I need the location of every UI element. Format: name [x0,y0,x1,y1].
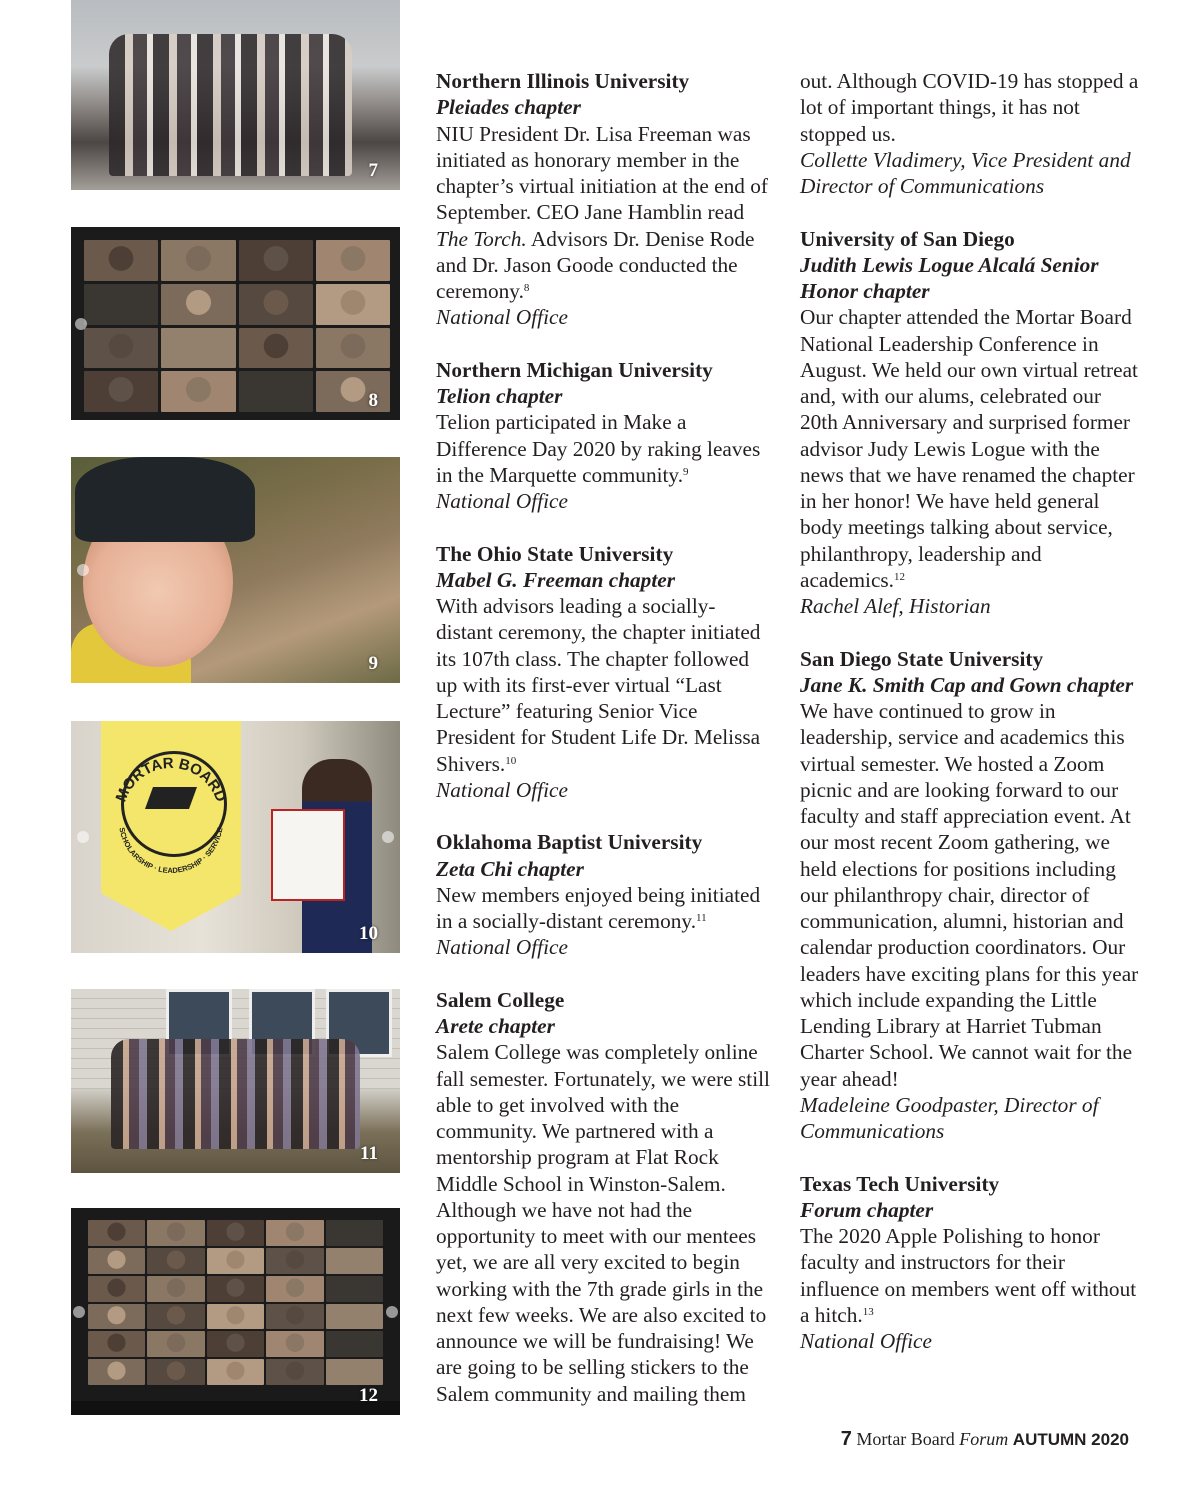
participant-tile [84,328,158,369]
participant-tile [161,240,235,281]
participant-tile [326,1248,383,1274]
photo-zoom-initiation [71,227,400,420]
participant-tile [84,240,158,281]
participant-tile [326,1304,383,1330]
school-name: The Ohio State University [436,541,674,566]
participant-tile [207,1359,264,1385]
participant-tile [147,1276,204,1302]
chapter-name: Pleiades chapter [436,95,581,120]
chapter-name: Mabel G. Freeman chapter [436,567,675,592]
report-body: New members enjoyed being initiated in a socially-distant ceremony.$^{11}$ [436,882,761,933]
report-credit: National Office [436,489,568,513]
photo-group-outside-building [71,989,400,1173]
participant-tile [161,328,235,369]
photo-reference: 13 [862,1305,874,1318]
school-name: University of San Diego [800,226,1015,251]
participant-tile [147,1359,204,1385]
chapter-report [436,541,771,804]
participant-tile [266,1331,323,1357]
chapter-name: Arete chapter [436,1014,555,1038]
participant-tile [207,1248,264,1274]
chapter-report [436,68,771,331]
participant-tile [266,1359,323,1385]
photo-reference: 11 [696,912,707,924]
report-body: Our chapter attended the Mortar Board National Leadership Conference in August. We held our own virtual retreat and, with our alums, celebrated our 20th Anniversary and surprised former advisor Judy Lewis Logue with the news that we have renamed the chapter in her honor! We have held general body meetings talking about service, philanthropy, leadership and academics.$^{12}$ [800,305,1138,592]
group-of-students [109,34,352,176]
report-body: out. Although COVID-19 has stopped a lot of important things, it has not stopped us. [800,69,1139,146]
carousel-right-icon[interactable] [386,1306,398,1318]
report-body: With advisors leading a socially-distant ceremony, the chapter initiated its 107th class. The chapter followed up with its first-ever virtual “Last Lecture” featuring Senior Vice President for Student Life Dr. Melissa Shivers.$^{10}$ [436,594,761,776]
participant-tile [239,284,313,325]
report-credit: Rachel Alef, Historian [800,594,991,618]
certificate [271,809,345,901]
photo-number: 9 [368,653,378,674]
photo-raking-leaves-selfie [71,457,400,683]
group-of-students [111,1039,360,1149]
participant-tile [88,1248,145,1274]
video-call-grid [84,240,390,412]
report-credit: National Office [436,305,568,330]
participant-tile [207,1331,264,1357]
participant-tile [326,1276,383,1302]
participant-tile [239,240,313,281]
chapter-report [800,1171,1140,1355]
participant-tile [266,1276,323,1302]
participant-tile [88,1331,145,1357]
knit-hat [75,457,255,542]
photo-number: 8 [368,390,378,411]
magazine-name: Forum [959,1429,1009,1449]
page-number: 7 [840,1428,852,1450]
chapter-name: Telion chapter [436,384,563,408]
participant-tile [84,284,158,325]
report-body: Salem College was completely online fall semester. Fortunately, we were still able to get involved with the community. We partnered with a mentorship program at Flat Rock Middle School in Winston-Salem. Although we have not had the opportunity to meet with our mentees yet, we are all very excited to begin working with the 7th grade girls in the next few weeks. We are also excited to announce we will be fundraising! We are going to be selling stickers to the Salem community and mailing them [436,1040,770,1406]
school-name: San Diego State University [800,646,1044,671]
publication-name: Mortar Board [856,1429,955,1449]
participant-tile [88,1304,145,1330]
carousel-left-icon[interactable] [77,564,89,576]
photo-number: 7 [368,160,378,181]
participant-tile [88,1276,145,1302]
participant-tile [161,371,235,412]
report-credit: National Office [436,777,568,802]
report-credit: Madeleine Goodpaster, Director of Communications [800,1092,1099,1143]
report-credit: National Office [800,1329,932,1353]
participant-tile [88,1359,145,1385]
participant-tile [316,284,390,325]
participant-tile [161,284,235,325]
chapter-name: Zeta Chi chapter [436,856,584,881]
report-body: NIU President Dr. Lisa Freeman was initiated as honorary member in the chapter’s virtual initiation at the end of September. CEO Jane Hamblin read The Torch. Advisors Dr. Denise Rode and Dr. Jason Goode conducted the ceremony.$^8$ [436,121,768,303]
participant-tile [239,371,313,412]
video-call-grid [88,1220,383,1385]
banner-motto: SCHOLARSHIP · LEADERSHIP · SERVICE [117,826,225,876]
participant-tile [316,328,390,369]
chapter-name: Judith Lewis Logue Alcalá Senior Honor chapter [800,252,1099,303]
graduation-cap-icon [145,787,197,809]
participant-tile [147,1248,204,1274]
page-footer [841,1428,1129,1451]
chapter-name: Jane K. Smith Cap and Gown chapter [800,672,1134,697]
chapter-report [436,987,771,1407]
chapter-name: Forum chapter [800,1197,934,1222]
participant-tile [147,1304,204,1330]
participant-tile [207,1276,264,1302]
participant-tile [239,328,313,369]
participant-tile [88,1220,145,1246]
participant-tile [326,1331,383,1357]
photo-number: 12 [359,1385,378,1406]
photo-mortar-board-banner [71,721,400,953]
report-body: We have continued to grow in leadership, service and academics this virtual semester. We hosted a Zoom picnic and are looking forward to our faculty and staff appreciation event. At our most recent Zoom gathering, we held elections for positions including our philanthropy chair, director of communication, alumni, historian and calendar production coordinators. Our leaders have exciting plans for this year which include expanding the Little Lending Library at Harriet Tubman Charter School. We cannot wait for the year ahead! [800,699,1139,1091]
carousel-left-icon[interactable] [75,318,87,330]
report-credit: Collette Vladimery, Vice President and Director of Communications [800,147,1131,198]
chapter-report [800,226,1140,620]
chapter-report [436,829,771,960]
photo-number: 10 [359,923,378,944]
report-credit: National Office [436,935,568,960]
participant-tile [316,240,390,281]
video-call-toolbar [71,1401,400,1415]
participant-tile [266,1248,323,1274]
photo-zoom-meeting [71,1208,400,1415]
participant-tile [326,1220,383,1246]
participant-tile [266,1304,323,1330]
participant-tile [316,371,390,412]
report-body: Telion participated in Make a Difference Day 2020 by raking leaves in the Marquette community.$^9$ [436,410,761,487]
participant-tile [326,1359,383,1385]
chapter-report [800,646,1140,1145]
school-name: Texas Tech University [800,1171,1000,1196]
participant-tile [207,1304,264,1330]
photo-reference: 9 [683,465,689,478]
carousel-left-icon[interactable] [73,1306,85,1318]
text-column-1 [436,68,771,1433]
banner-title: MORTAR BOARD [112,754,230,805]
photo-number: 11 [360,1143,378,1164]
chapter-report [436,357,771,515]
participant-tile [147,1220,204,1246]
text-column-2 [800,68,1140,1381]
school-name: Oklahoma Baptist University [436,830,703,855]
carousel-left-icon[interactable] [77,831,89,843]
carousel-right-icon[interactable] [382,831,394,843]
participant-tile [207,1220,264,1246]
photo-reference: 8 [523,282,530,294]
school-name: Salem College [436,987,565,1012]
photo-reference: 12 [894,570,906,583]
chapter-report-continued [800,68,1140,199]
photo-group-statue [71,0,400,190]
participant-tile [84,371,158,412]
school-name: Northern Illinois University [436,69,690,93]
photo-reference: 10 [505,754,517,767]
participant-tile [266,1220,323,1246]
participant-tile [147,1331,204,1357]
issue-season: AUTUMN 2020 [1012,1430,1129,1449]
school-name: Northern Michigan University [436,357,713,382]
report-body: The 2020 Apple Polishing to honor faculty and instructors for their influence on members went off without a hitch.$^{13}$ [800,1224,1137,1327]
